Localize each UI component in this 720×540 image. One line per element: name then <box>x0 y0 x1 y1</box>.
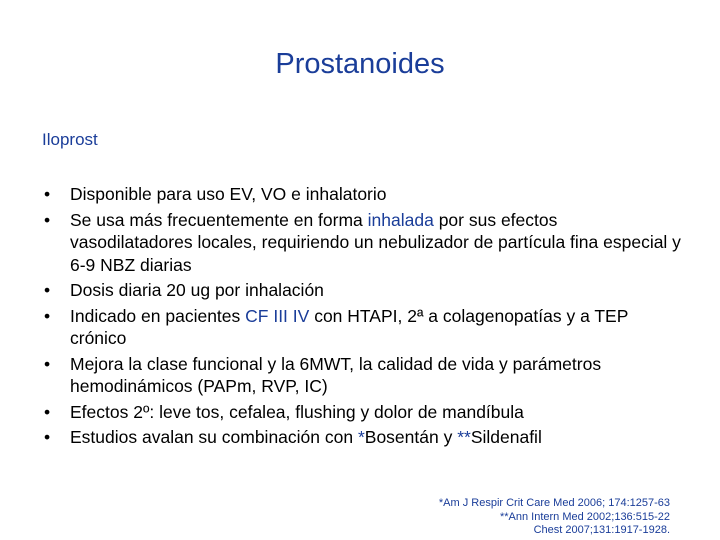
highlight-text: inhalada <box>367 209 434 230</box>
bullet-item <box>44 401 684 424</box>
reference-item: *Am J Respir Crit Care Med 2006; 174:1257-63 <box>438 497 670 509</box>
bullet-icon: • <box>44 305 51 326</box>
bullet-item <box>44 279 684 302</box>
bullet-text: Indicado en pacientes <box>70 305 246 326</box>
bullet-item <box>44 353 684 398</box>
reference-marker: ** <box>457 427 471 447</box>
bullet-icon: • <box>44 184 51 204</box>
reference-item: Chest 2007;131:1917-1928. <box>533 524 670 536</box>
bullet-icon: • <box>44 401 51 422</box>
bullet-text: Se usa más frecuentemente en forma <box>70 209 368 230</box>
bullet-text: Bosentán y <box>364 427 458 447</box>
bullet-text: Dosis diaria 20 ug por inhalación <box>70 280 324 300</box>
bullet-item <box>44 426 684 449</box>
bullet-text: por sus efectos vasodilatadores locales, requiriendo un nebulizador de partícula fina especial y 6-9 NBZ diarias <box>70 209 681 275</box>
bullet-item <box>44 183 684 206</box>
highlight-text: CF III IV <box>245 305 310 326</box>
bullet-text: Disponible para uso EV, VO e inhalatorio <box>70 184 387 204</box>
references <box>439 497 670 538</box>
slide-title: Prostanoides <box>275 48 445 80</box>
bullet-list <box>44 183 684 452</box>
slide-subtitle: Iloprost <box>42 130 98 149</box>
bullet-text: Efectos 2º: leve tos, cefalea, flushing y dolor de mandíbula <box>70 401 524 422</box>
bullet-text: con HTAPI, 2ª a colagenopatías y a TEP crónico <box>70 305 629 348</box>
bullet-item <box>44 305 684 350</box>
bullet-item <box>44 209 684 277</box>
bullet-text: Estudios avalan su combinación con <box>70 427 358 447</box>
bullet-icon: • <box>44 427 51 447</box>
bullet-text: Mejora la clase funcional y la 6MWT, la calidad de vida y parámetros hemodinámicos (PAPm, RVP, IC) <box>70 353 602 396</box>
bullet-icon: • <box>44 353 51 374</box>
reference-marker: * <box>357 427 365 447</box>
bullet-icon: • <box>44 209 51 230</box>
bullet-icon: • <box>44 280 51 300</box>
bullet-text: Sildenafil <box>470 427 542 447</box>
reference-item: **Ann Intern Med 2002;136:515-22 <box>499 510 670 523</box>
